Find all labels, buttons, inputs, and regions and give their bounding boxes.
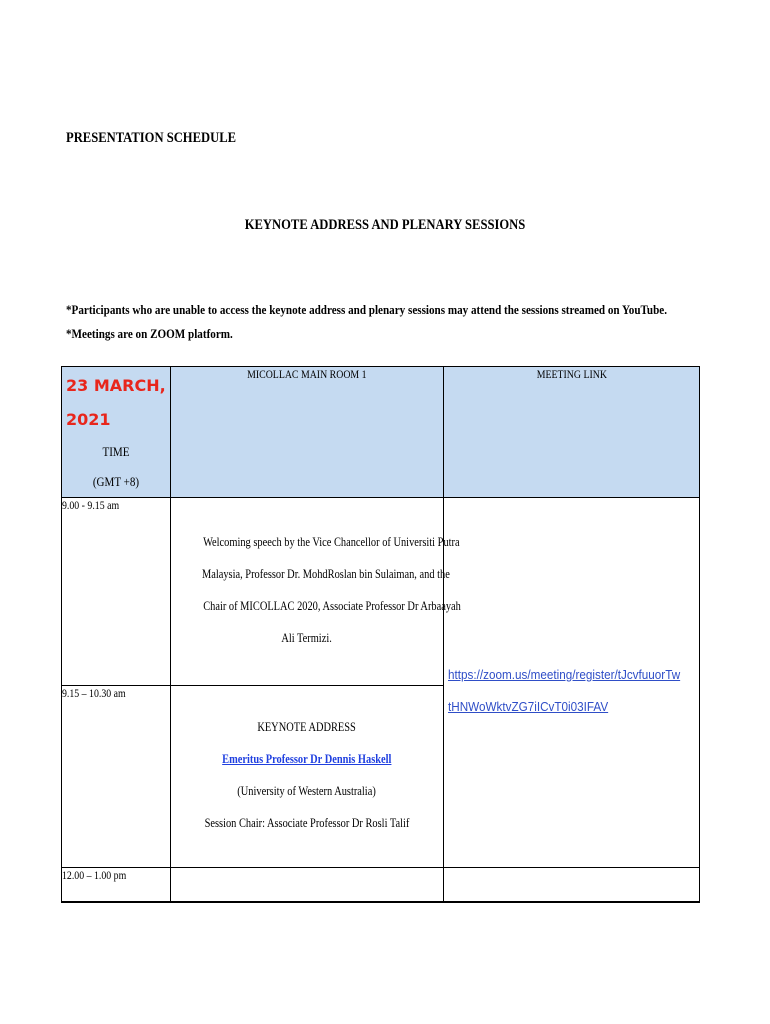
session-cell: [171, 868, 444, 902]
table-row: [62, 868, 700, 902]
document-title: PRESENTATION SCHEDULE: [66, 130, 237, 146]
session-cell: [171, 498, 461, 686]
speaker-affiliation: (University of Western Australia): [237, 783, 377, 798]
welcome-line: Ali Termizi.: [281, 630, 333, 645]
header-meeting-link-cell: [444, 367, 700, 498]
time-cell: [62, 686, 171, 868]
header-timezone: (GMT +8): [92, 474, 140, 489]
section-title-text: KEYNOTE ADDRESS AND PLENARY SESSIONS: [244, 217, 526, 233]
section-title: [0, 217, 770, 234]
header-date-line2: 2021: [66, 410, 111, 429]
notes: [66, 298, 667, 346]
row-time: 12.00 – 1.00 pm: [62, 868, 127, 882]
welcome-line: Welcoming speech by the Vice Chancellor of Universiti Putra: [203, 534, 460, 549]
keynote-address: [171, 686, 443, 839]
header-time-label: TIME: [102, 444, 130, 459]
header-room: MICOLLAC MAIN ROOM 1: [247, 367, 367, 381]
zoom-meeting-link[interactable]: https://zoom.us/meeting/register/tJcvfuuorTwtHNWoWktvZG7iICvT0i03IFAV: [448, 667, 681, 714]
schedule-table: [61, 366, 700, 903]
header-room-cell: [171, 367, 444, 498]
row-time: 9.00 - 9.15 am: [62, 498, 120, 512]
keynote-title: KEYNOTE ADDRESS: [257, 719, 357, 734]
session-chair: Session Chair: Associate Professor Dr Rosli Talif: [204, 815, 410, 830]
row-time: 9.15 – 10.30 am: [62, 686, 126, 700]
session-cell: [171, 686, 444, 868]
note-youtube: *Participants who are unable to access the keynote address and plenary sessions may attend the sessions streamed on YouTube.: [66, 302, 667, 317]
welcome-speech: [171, 498, 461, 674]
table-header-row: [62, 367, 700, 498]
meeting-link-cell: [444, 498, 700, 868]
welcome-line: Chair of MICOLLAC 2020, Associate Professor Dr Arbaayah: [203, 598, 461, 613]
welcome-line: Malaysia, Professor Dr. MohdRoslan bin Sulaiman, and the: [201, 566, 450, 581]
speaker-link[interactable]: Emeritus Professor Dr Dennis Haskell: [222, 751, 392, 766]
header-meeting-link: MEETING LINK: [536, 367, 607, 381]
table-row: [62, 498, 700, 686]
time-cell: [62, 868, 171, 902]
header-date-line1: 23 MARCH,: [66, 376, 166, 395]
time-cell: [62, 498, 171, 686]
note-zoom: *Meetings are on ZOOM platform.: [66, 326, 233, 341]
header-date-time-cell: [62, 367, 171, 498]
meeting-link-cell-empty: [444, 868, 700, 902]
header-date: [62, 367, 170, 437]
